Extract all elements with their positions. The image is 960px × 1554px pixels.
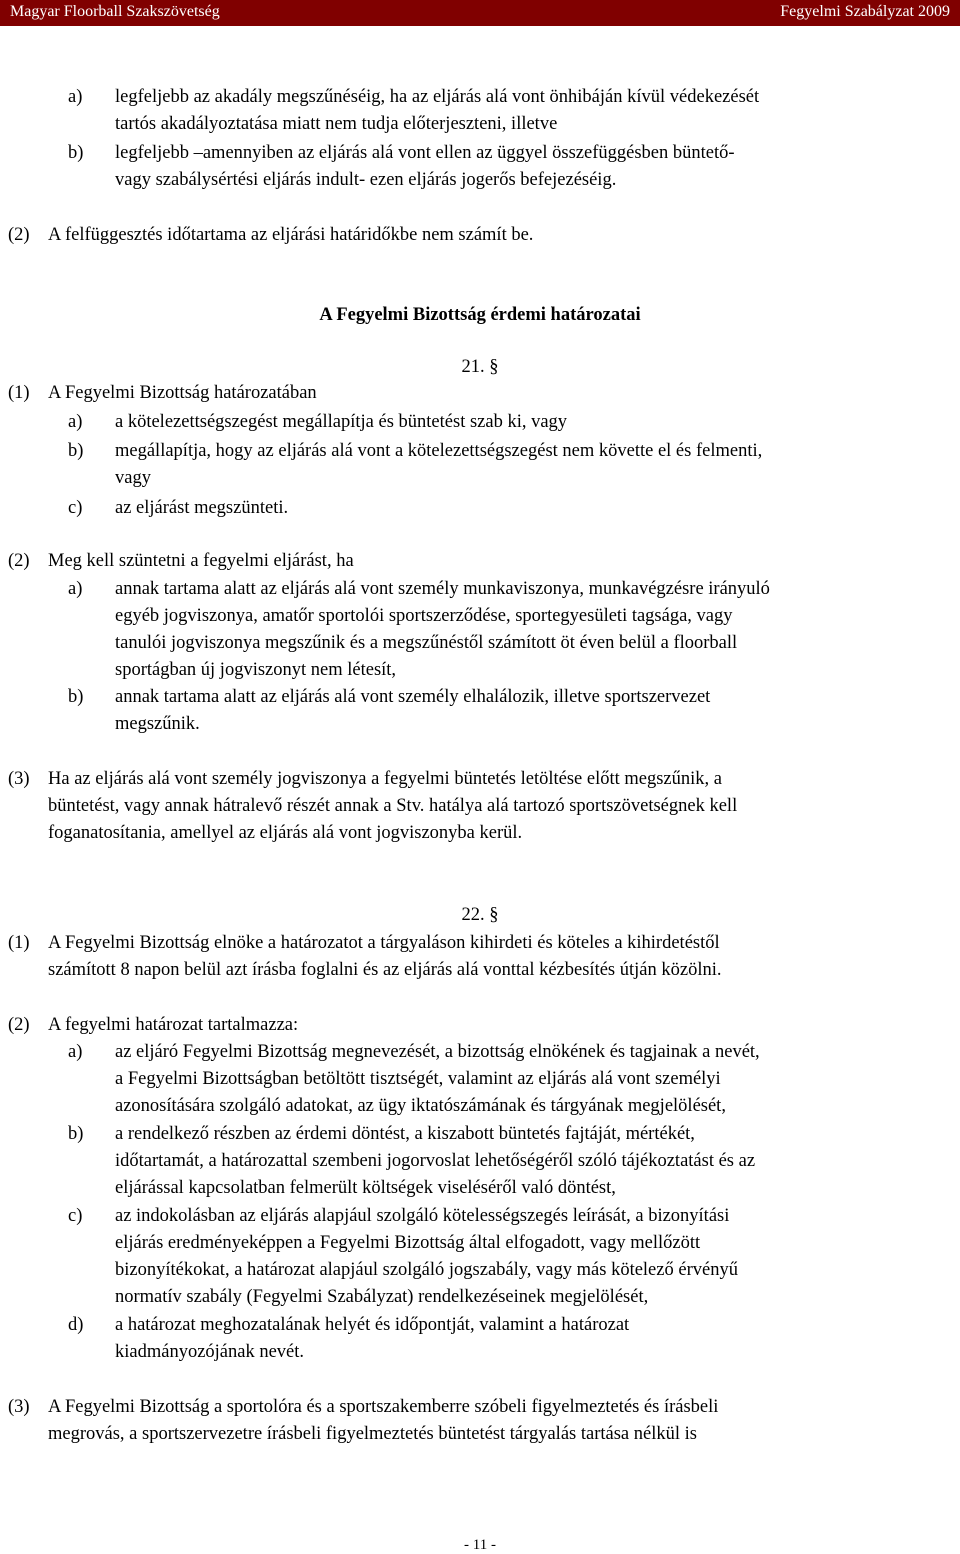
page-header xyxy=(0,0,960,26)
text-line: az eljáró Fegyelmi Bizottság megnevezését, a bizottság elnökének és tagjainak a nevét, xyxy=(115,1042,760,1062)
text-line: annak tartama alatt az eljárás alá vont személy munkaviszonya, munkavégzésre irányuló xyxy=(115,579,770,599)
text-line: A Fegyelmi Bizottság a sportolóra és a sportszakemberre szóbeli figyelmeztetés és írásbeli xyxy=(48,1397,719,1417)
text-line: normatív szabály (Fegyelmi Szabályzat) rendelkezéseinek megjelölését, xyxy=(115,1287,649,1307)
text-line: az indokolásban az eljárás alapjául szolgáló kötelességszegés leírását, a bizonyítási xyxy=(115,1206,730,1226)
text-line: legfeljebb az akadály megszűnéséig, ha az eljárás alá vont önhibáján kívül védekezését xyxy=(115,87,760,107)
item-label: a) xyxy=(68,87,83,107)
text-line: A fegyelmi határozat tartalmazza: xyxy=(48,1015,299,1035)
item-label: (2) xyxy=(8,1015,30,1035)
item-label: b) xyxy=(68,1124,84,1144)
text-line: bizonyítékokat, a határozat alapjául szolgáló jogszabály, vagy más kötelező érvényű xyxy=(115,1260,738,1280)
text-line: a rendelkező részben az érdemi döntést, a kiszabott büntetés fajtáját, mértékét, xyxy=(115,1124,695,1144)
text-line: eljárás eredményeképpen a Fegyelmi Bizottság által elfogadott, vagy mellőzött xyxy=(115,1233,701,1253)
section-title: A Fegyelmi Bizottság érdemi határozatai xyxy=(319,305,641,325)
item-label: (1) xyxy=(8,933,30,953)
text-line: az eljárást megszünteti. xyxy=(115,498,289,518)
item-label: a) xyxy=(68,1042,83,1062)
item-label: c) xyxy=(68,1206,83,1226)
text-line: azonosítására szolgáló adatokat, az ügy iktatószámának és tárgyának megjelölését, xyxy=(115,1096,726,1116)
text-line: a Fegyelmi Bizottságban betöltött tisztségét, valamint az eljárás alá vont személyi xyxy=(115,1069,721,1089)
text-line: A Fegyelmi Bizottság elnöke a határozatot a tárgyaláson kihirdeti és köteles a kihirdetéstől xyxy=(48,933,720,953)
item-label: b) xyxy=(68,441,84,461)
text-line: A felfüggesztés időtartama az eljárási határidőkbe nem számít be. xyxy=(48,225,534,245)
section-sign-icon: § xyxy=(489,905,499,925)
item-label: (2) xyxy=(8,551,30,571)
item-label: (3) xyxy=(8,769,30,789)
text-line: tanulói jogviszonya megszűnik és a megszűnéstől számított öt éven belül a floorball xyxy=(115,633,738,653)
text-line: Meg kell szüntetni a fegyelmi eljárást, ha xyxy=(48,551,354,571)
item-label: (2) xyxy=(8,225,30,245)
text-line: tartós akadályoztatása miatt nem tudja előterjeszteni, illetve xyxy=(115,114,558,134)
text-line: megszűnik. xyxy=(115,714,200,734)
item-label: c) xyxy=(68,498,83,518)
text-line: sportágban új jogviszonyt nem létesít, xyxy=(115,660,397,680)
item-label: (3) xyxy=(8,1397,30,1417)
text-line: foganatosítania, amellyel az eljárás alá vont jogviszonyba kerül. xyxy=(48,823,523,843)
item-label: a) xyxy=(68,412,83,432)
text-line: annak tartama alatt az eljárás alá vont személy elhalálozik, illetve sportszervezet xyxy=(115,687,711,707)
text-line: kiadmányozójának nevét. xyxy=(115,1342,305,1362)
text-line: a kötelezettségszegést megállapítja és büntetést szab ki, vagy xyxy=(115,412,568,432)
text-line: megrovás, a sportszervezetre írásbeli figyelmeztetés büntetést tárgyalás tartása nélkül is xyxy=(48,1424,697,1444)
text-line: a határozat meghozatalának helyét és időpontját, valamint a határozat xyxy=(115,1315,630,1335)
text-line: egyéb jogviszonya, amatőr sportolói sportszerződése, sportegyesületi tagsága, vagy xyxy=(115,606,733,626)
item-label: b) xyxy=(68,687,84,707)
header-document-title: Fegyelmi Szabályzat 2009 xyxy=(780,3,950,20)
paragraph-number-22: 22. § xyxy=(461,905,499,925)
text-line: legfeljebb –amennyiben az eljárás alá vont ellen az üggyel összefüggésben büntető- xyxy=(115,143,735,163)
text-line: vagy szabálysértési eljárás indult- ezen eljárás jogerős befejezéséig. xyxy=(115,170,617,190)
text-line: eljárással kapcsolatban felmerült költségek viseléséről való döntést, xyxy=(115,1178,616,1198)
text-line: számított 8 napon belül azt írásba foglalni és az eljárás alá vonttal kézbesítés útján közölni. xyxy=(48,960,722,980)
text-line: vagy xyxy=(115,468,151,488)
paragraph-number-21: 21. § xyxy=(461,357,499,377)
item-label: a) xyxy=(68,579,83,599)
text-line: időtartamát, a határozattal szembeni jogorvoslat lehetőségéről szóló tájékoztatást és az xyxy=(115,1151,756,1171)
text-line: büntetést, vagy annak hátralevő részét annak a Stv. hatálya alá tartozó sportszövetségnek kell xyxy=(48,796,738,816)
header-organization: Magyar Floorball Szakszövetség xyxy=(10,3,220,20)
text-line: Ha az eljárás alá vont személy jogviszonya a fegyelmi büntetés letöltése előtt megszűnik, a xyxy=(48,769,722,789)
item-label: d) xyxy=(68,1315,84,1335)
item-label: (1) xyxy=(8,383,30,403)
section-sign-icon: § xyxy=(489,357,499,377)
page-number: - 11 - xyxy=(464,1537,496,1553)
text-line: A Fegyelmi Bizottság határozatában xyxy=(48,383,317,403)
text-line: megállapítja, hogy az eljárás alá vont a kötelezettségszegést nem követte el és felmenti, xyxy=(115,441,763,461)
item-label: b) xyxy=(68,143,84,163)
